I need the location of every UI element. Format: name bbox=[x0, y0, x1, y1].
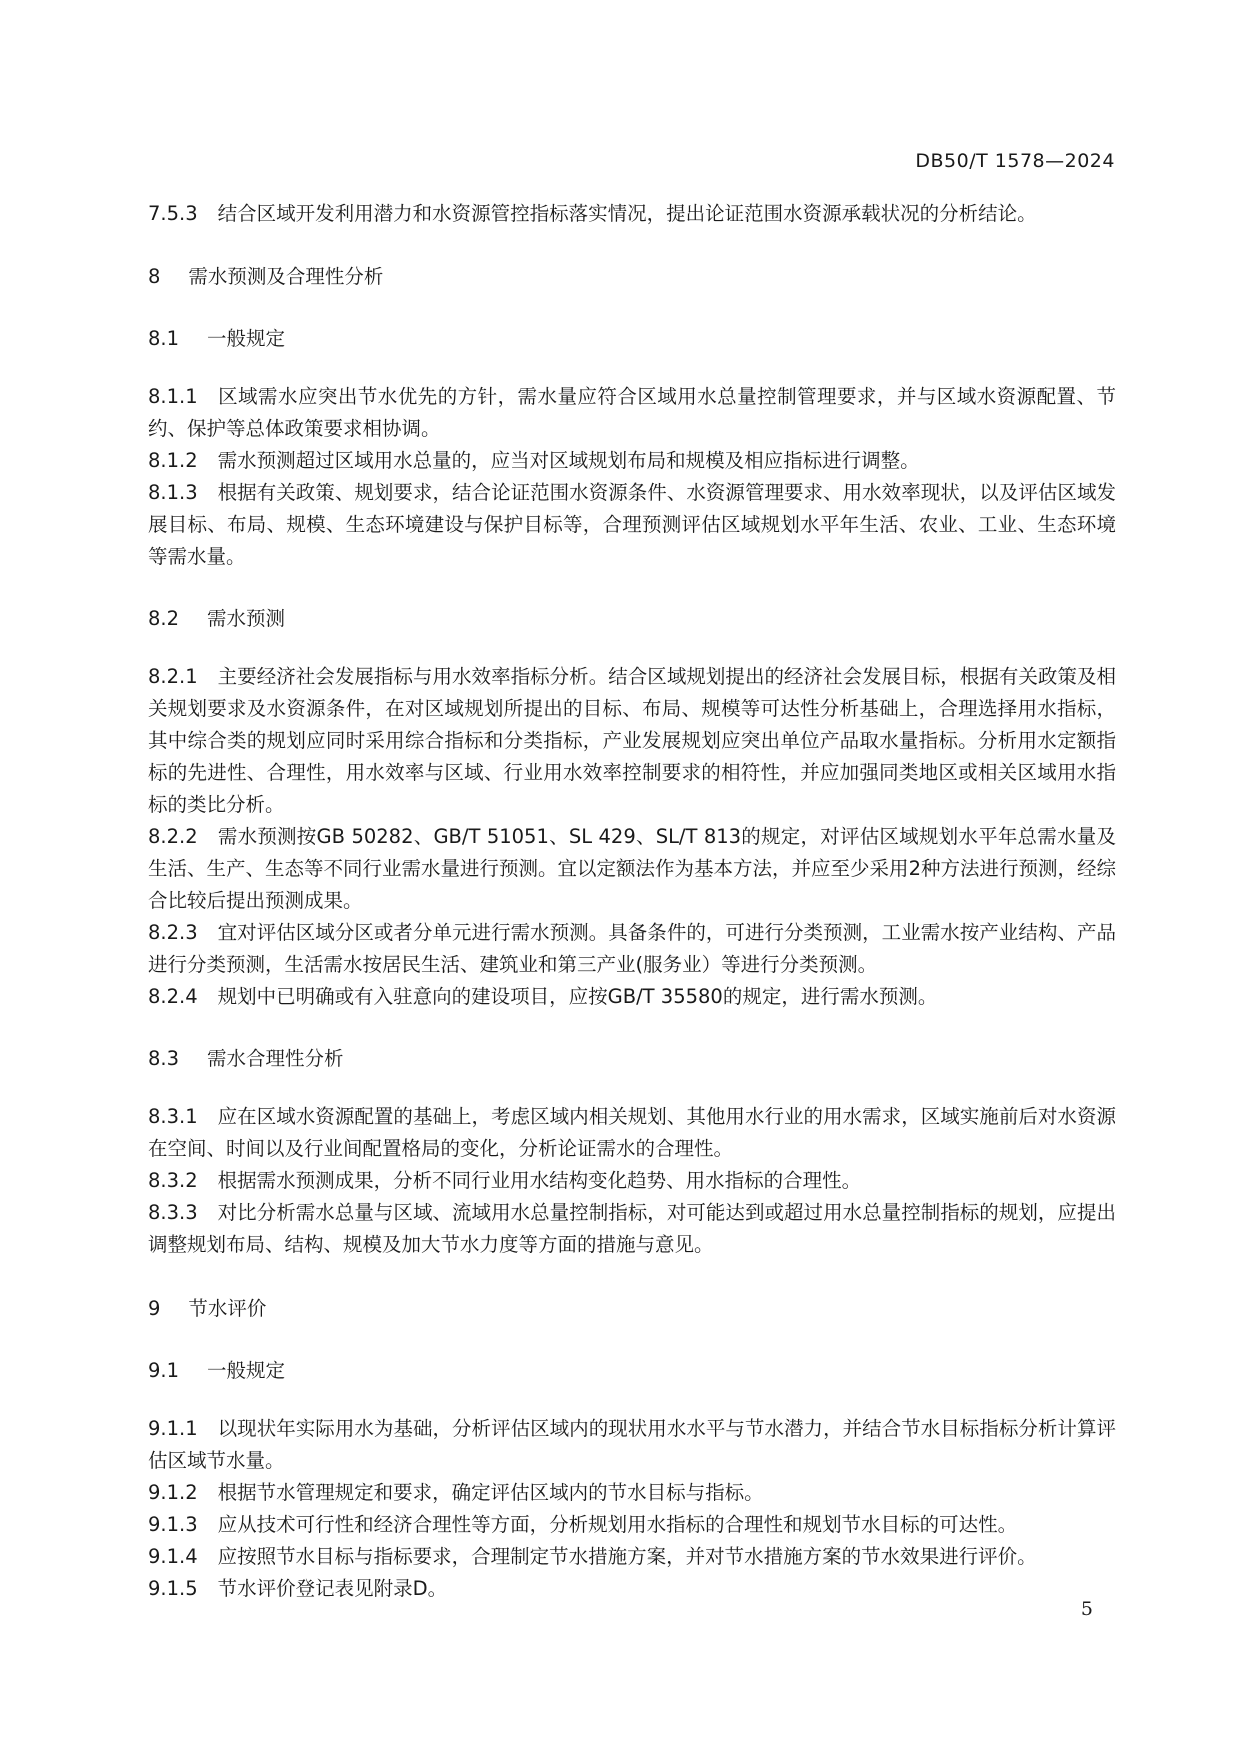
clause-9-1-3 bbox=[148, 1509, 1116, 1541]
section-8-3-heading bbox=[148, 1043, 1116, 1075]
clause-text: 应在区域水资源配置的基础上，考虑区域内相关规划、其他用水行业的用水需求，区域实施前后对水资源在空间、时间以及行业间配置格局的变化，分析论证需水的合理性。 bbox=[148, 1105, 1116, 1160]
clause-9-1-5 bbox=[148, 1573, 1116, 1605]
section-title: 需水预测 bbox=[207, 607, 286, 630]
clause-text: 规划中已明确或有入驻意向的建设项目，应按GB/T 35580的规定，进行需水预测。 bbox=[217, 985, 938, 1008]
clause-9-1-2 bbox=[148, 1477, 1116, 1509]
clause-8-3-1 bbox=[148, 1101, 1116, 1165]
chapter-9-heading bbox=[148, 1293, 1116, 1325]
clause-text: 以现状年实际用水为基础，分析评估区域内的现状用水水平与节水潜力，并结合节水目标指标分析计算评估区域节水量。 bbox=[148, 1417, 1116, 1472]
chapter-8-heading bbox=[148, 261, 1116, 293]
standard-code: DB50/T 1578—2024 bbox=[915, 150, 1115, 172]
clause-9-1-1 bbox=[148, 1413, 1116, 1477]
clause-text: 区域需水应突出节水优先的方针，需水量应符合区域用水总量控制管理要求，并与区域水资源配置、节约、保护等总体政策要求相协调。 bbox=[148, 385, 1116, 440]
clause-number: 8.3.2 bbox=[148, 1169, 198, 1192]
clause-text: 根据需水预测成果，分析不同行业用水结构变化趋势、用水指标的合理性。 bbox=[217, 1169, 862, 1192]
clause-text: 需水预测按GB 50282、GB/T 51051、SL 429、SL/T 813的规定，对评估区域规划水平年总需水量及生活、生产、生态等不同行业需水量进行预测。宜以定额法作为基本方法，并应至少采用2种方法进行预测，经综合比较后提出预测成果。 bbox=[148, 825, 1116, 912]
clause-9-1-4 bbox=[148, 1541, 1116, 1573]
clause-8-3-2 bbox=[148, 1165, 1116, 1197]
clause-text: 主要经济社会发展指标与用水效率指标分析。结合区域规划提出的经济社会发展目标，根据有关政策及相关规划要求及水资源条件，在对区域规划所提出的目标、布局、规模等可达性分析基础上，合理选择用水指标，其中综合类的规划应同时采用综合指标和分类指标，产业发展规划应突出单位产品取水量指标。分析用水定额指标的先进性、合理性，用水效率与区域、行业用水效率控制要求的相符性，并应加强同类地区或相关区域用水指标的类比分析。 bbox=[148, 665, 1116, 816]
chapter-title: 需水预测及合理性分析 bbox=[188, 265, 384, 288]
section-8-1-heading bbox=[148, 323, 1116, 355]
clause-number: 8.3.1 bbox=[148, 1105, 198, 1128]
chapter-title: 节水评价 bbox=[188, 1297, 267, 1320]
clause-number: 9.1.1 bbox=[148, 1417, 198, 1440]
clause-text: 结合区域开发利用潜力和水资源管控指标落实情况，提出论证范围水资源承载状况的分析结论。 bbox=[217, 202, 1037, 225]
section-8-2-heading bbox=[148, 603, 1116, 635]
section-number: 8.3 bbox=[148, 1047, 180, 1070]
clause-number: 8.1.1 bbox=[148, 385, 198, 408]
clause-number: 9.1.5 bbox=[148, 1577, 198, 1600]
section-number: 8.2 bbox=[148, 607, 180, 630]
chapter-number: 8 bbox=[148, 265, 161, 288]
clause-number: 8.2.2 bbox=[148, 825, 198, 848]
section-title: 一般规定 bbox=[207, 1359, 286, 1382]
section-title: 一般规定 bbox=[207, 327, 286, 350]
clause-7-5-3 bbox=[148, 198, 1116, 230]
clause-number: 9.1.4 bbox=[148, 1545, 198, 1568]
clause-number: 8.2.3 bbox=[148, 921, 198, 944]
clause-number: 7.5.3 bbox=[148, 202, 198, 225]
chapter-number: 9 bbox=[148, 1297, 161, 1320]
clause-text: 宜对评估区域分区或者分单元进行需水预测。具备条件的，可进行分类预测，工业需水按产业结构、产品进行分类预测，生活需水按居民生活、建筑业和第三产业(服务业）等进行分类预测。 bbox=[148, 921, 1116, 976]
clause-8-1-3 bbox=[148, 477, 1116, 573]
clause-8-2-3 bbox=[148, 917, 1116, 981]
section-title: 需水合理性分析 bbox=[207, 1047, 344, 1070]
clause-8-3-3 bbox=[148, 1197, 1116, 1261]
clause-text: 应按照节水目标与指标要求，合理制定节水措施方案，并对节水措施方案的节水效果进行评价。 bbox=[217, 1545, 1037, 1568]
clause-text: 需水预测超过区域用水总量的，应当对区域规划布局和规模及相应指标进行调整。 bbox=[217, 449, 920, 472]
clause-text: 根据节水管理规定和要求，确定评估区域内的节水目标与指标。 bbox=[217, 1481, 764, 1504]
section-9-1-heading bbox=[148, 1355, 1116, 1387]
clause-8-1-1 bbox=[148, 381, 1116, 445]
clause-8-1-2 bbox=[148, 445, 1116, 477]
clause-number: 8.1.2 bbox=[148, 449, 198, 472]
clause-number: 9.1.3 bbox=[148, 1513, 198, 1536]
clause-number: 8.2.4 bbox=[148, 985, 198, 1008]
clause-number: 8.3.3 bbox=[148, 1201, 198, 1224]
clause-text: 对比分析需水总量与区域、流域用水总量控制指标，对可能达到或超过用水总量控制指标的规划，应提出调整规划布局、结构、规模及加大节水力度等方面的措施与意见。 bbox=[148, 1201, 1116, 1256]
page-number: 5 bbox=[1080, 1598, 1093, 1620]
document-body bbox=[148, 198, 1116, 1605]
section-number: 9.1 bbox=[148, 1359, 180, 1382]
clause-number: 8.2.1 bbox=[148, 665, 198, 688]
section-number: 8.1 bbox=[148, 327, 180, 350]
clause-number: 8.1.3 bbox=[148, 481, 198, 504]
clause-8-2-1 bbox=[148, 661, 1116, 821]
clause-8-2-4 bbox=[148, 981, 1116, 1013]
clause-number: 9.1.2 bbox=[148, 1481, 198, 1504]
clause-text: 应从技术可行性和经济合理性等方面，分析规划用水指标的合理性和规划节水目标的可达性。 bbox=[217, 1513, 1018, 1536]
clause-text: 根据有关政策、规划要求，结合论证范围水资源条件、水资源管理要求、用水效率现状，以及评估区域发展目标、布局、规模、生态环境建设与保护目标等，合理预测评估区域规划水平年生活、农业、工业、生态环境等需水量。 bbox=[148, 481, 1116, 568]
clause-text: 节水评价登记表见附录D。 bbox=[217, 1577, 448, 1600]
clause-8-2-2 bbox=[148, 821, 1116, 917]
